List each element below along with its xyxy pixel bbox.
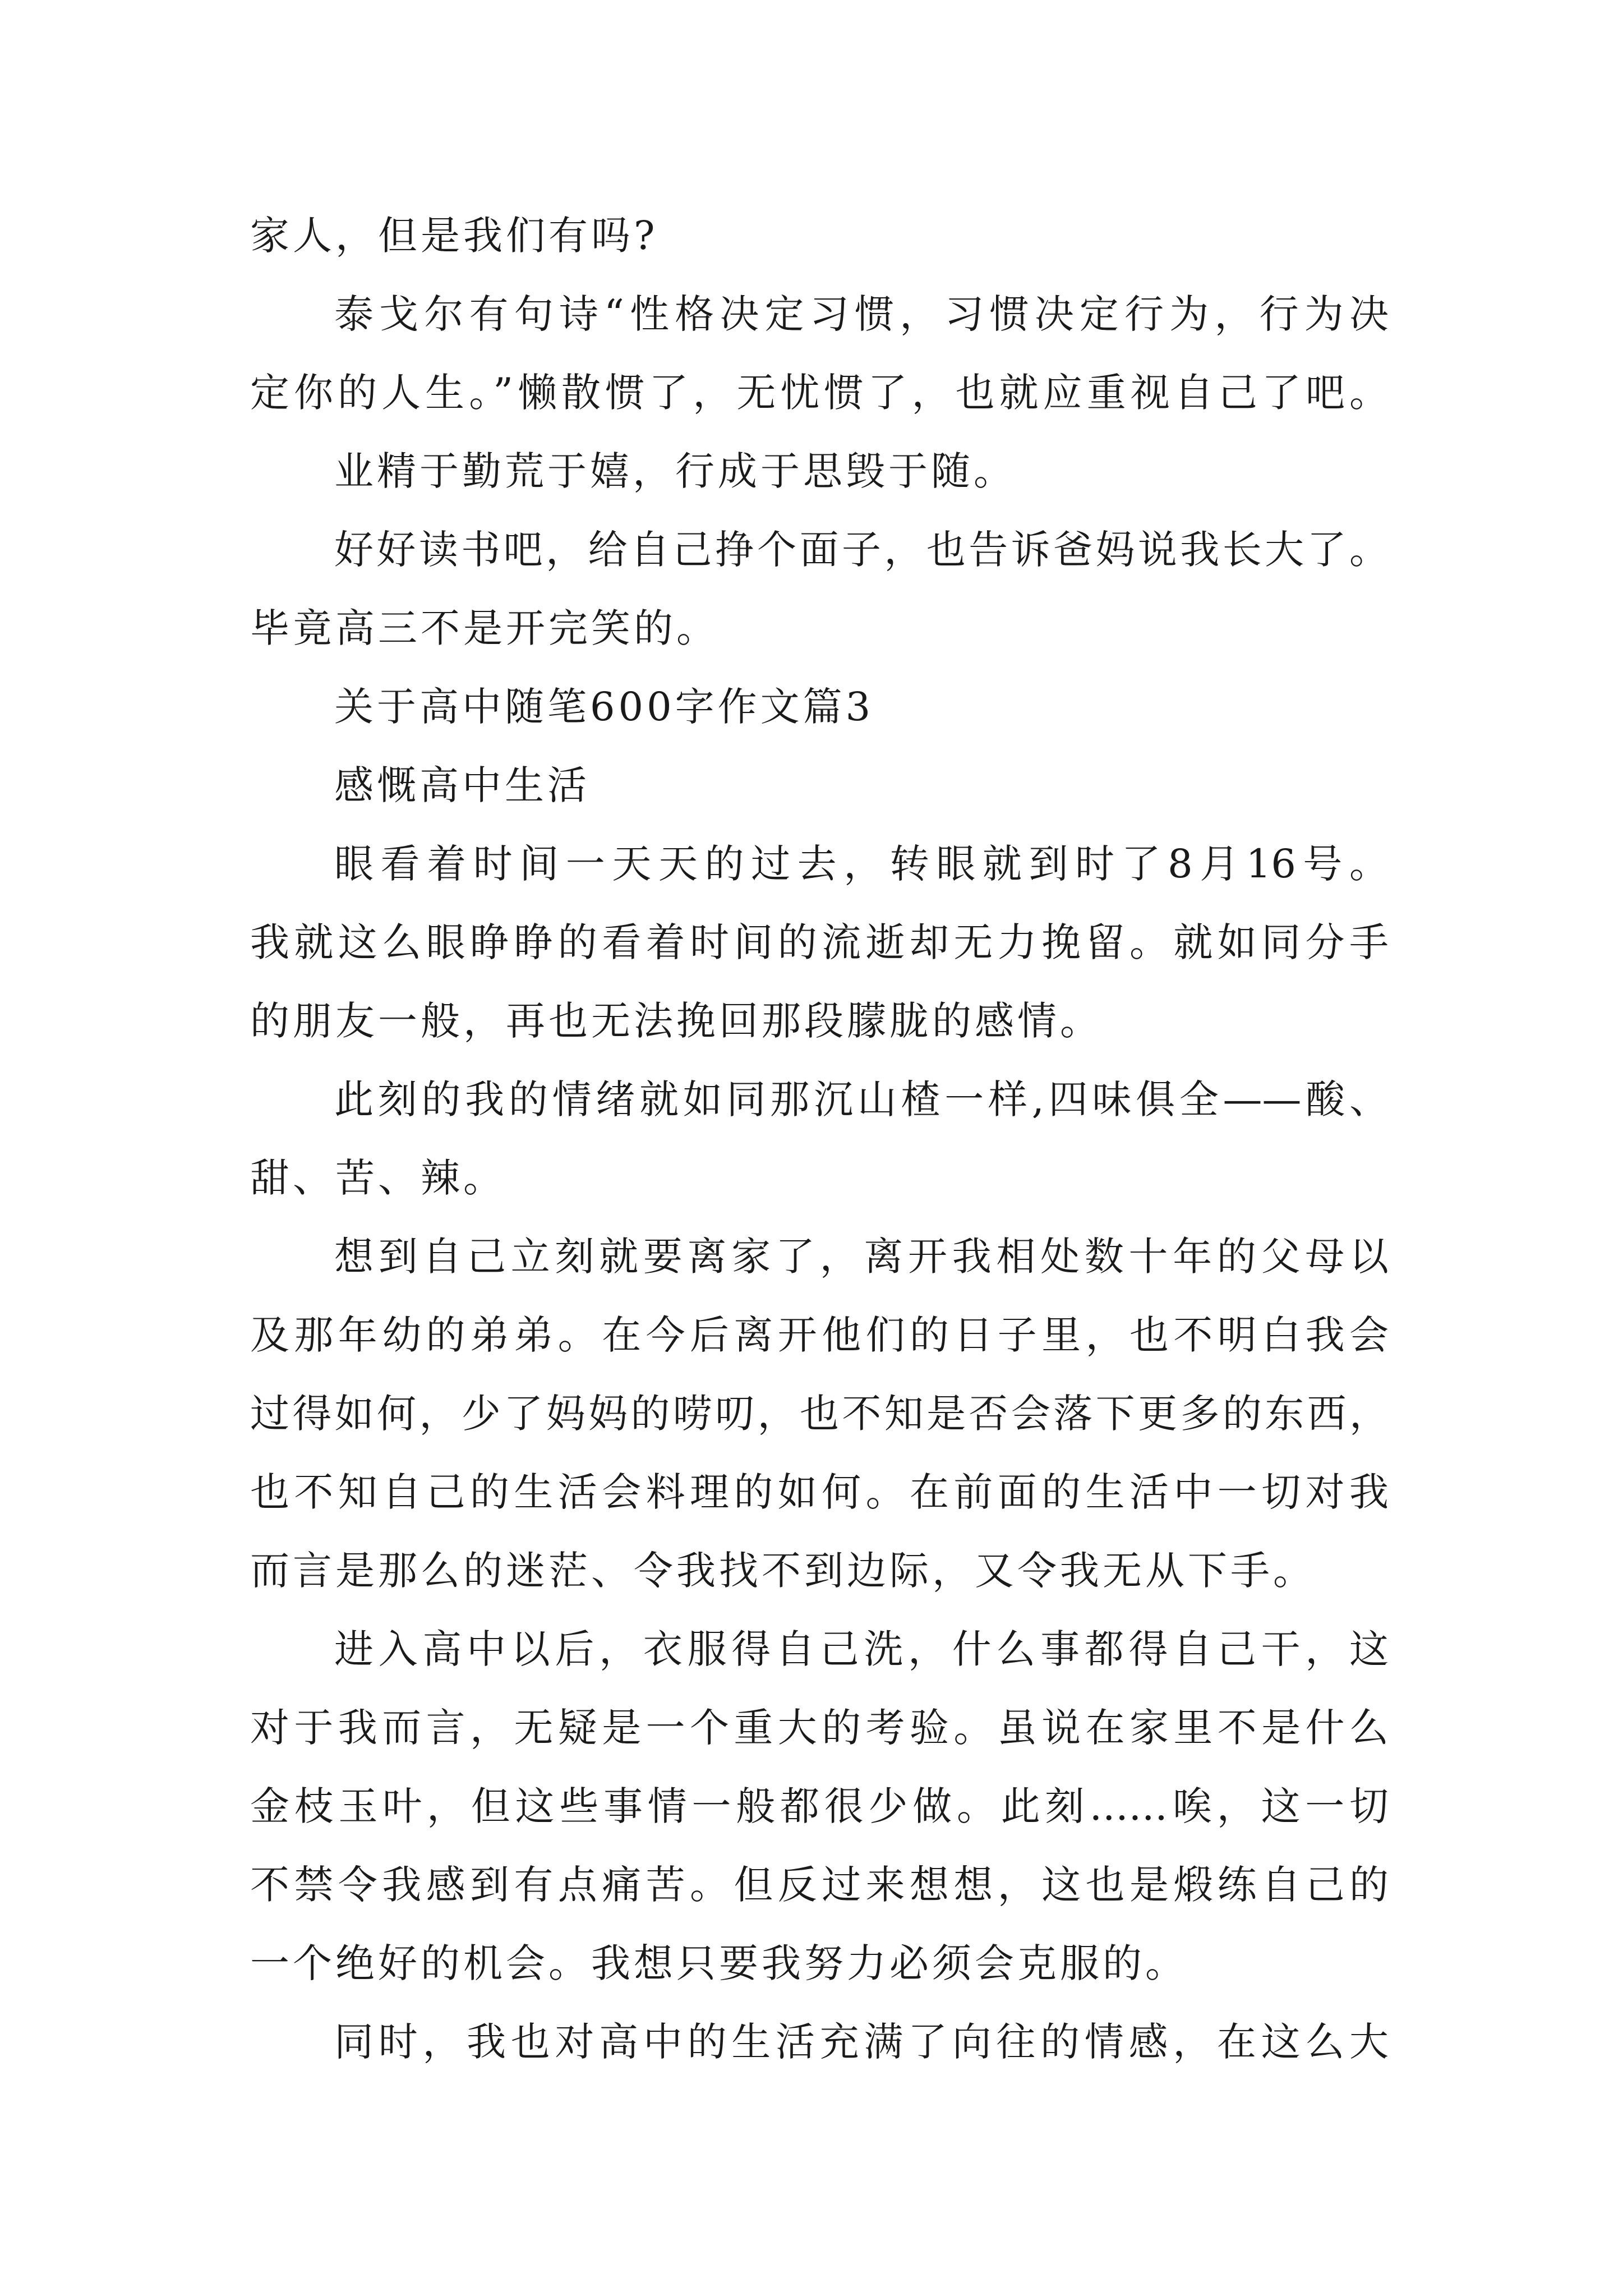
text-line: 过得如何，少了妈妈的唠叨，也不知是否会落下更多的东西，: [250, 1391, 1389, 1437]
text-line: 业精于勤荒于嬉，行成于思毁于随。: [334, 448, 1016, 494]
text-line: 而言是那么的迷茫、令我找不到边际，又令我无从下手。: [250, 1548, 1316, 1594]
text-line: 一个绝好的机会。我想只要我努力必须会克服的。: [250, 1940, 1188, 1986]
text-line: 金枝玉叶，但这些事情一般都很少做。此刻……唉，这一切: [250, 1783, 1389, 1829]
article-title: 感慨高中生活: [334, 762, 590, 808]
text-line: 定你的人生。”懒散惯了，无忧惯了，也就应重视自己了吧。: [250, 370, 1389, 416]
section-heading: 关于高中随笔600字作文篇3: [334, 684, 874, 730]
text-line: 眼看着时间一天天的过去，转眼就到时了8月16号。: [334, 841, 1389, 887]
text-line: 此刻的我的情绪就如同那沉山楂一样,四味俱全——酸、: [334, 1076, 1389, 1122]
text-line: 毕竟高三不是开完笑的。: [250, 605, 719, 651]
text-line: 也不知自己的生活会料理的如何。在前面的生活中一切对我: [250, 1469, 1389, 1515]
text-line: 及那年幼的弟弟。在今后离开他们的日子里，也不明白我会: [250, 1312, 1389, 1358]
text-line: 不禁令我感到有点痛苦。但反过来想想，这也是煅练自己的: [250, 1862, 1389, 1908]
text-line: 进入高中以后，衣服得自己洗，什么事都得自己干，这: [334, 1626, 1389, 1672]
text-line: 好好读书吧，给自己挣个面子，也告诉爸妈说我长大了。: [334, 527, 1389, 573]
text-line: 我就这么眼睁睁的看着时间的流逝却无力挽留。就如同分手: [250, 919, 1389, 965]
text-line: 家人，但是我们有吗?: [250, 213, 658, 259]
text-line: 同时，我也对高中的生活充满了向往的情感，在这么大: [334, 2019, 1389, 2065]
text-line: 甜、苦、辣。: [250, 1155, 506, 1201]
text-line: 对于我而言，无疑是一个重大的考验。虽说在家里不是什么: [250, 1705, 1389, 1751]
text-line: 的朋友一般，再也无法挽回那段朦胧的感情。: [250, 998, 1103, 1044]
text-line: 泰戈尔有句诗“性格决定习惯，习惯决定行为，行为决: [334, 291, 1389, 337]
text-line: 想到自己立刻就要离家了，离开我相处数十年的父母以: [334, 1234, 1389, 1280]
